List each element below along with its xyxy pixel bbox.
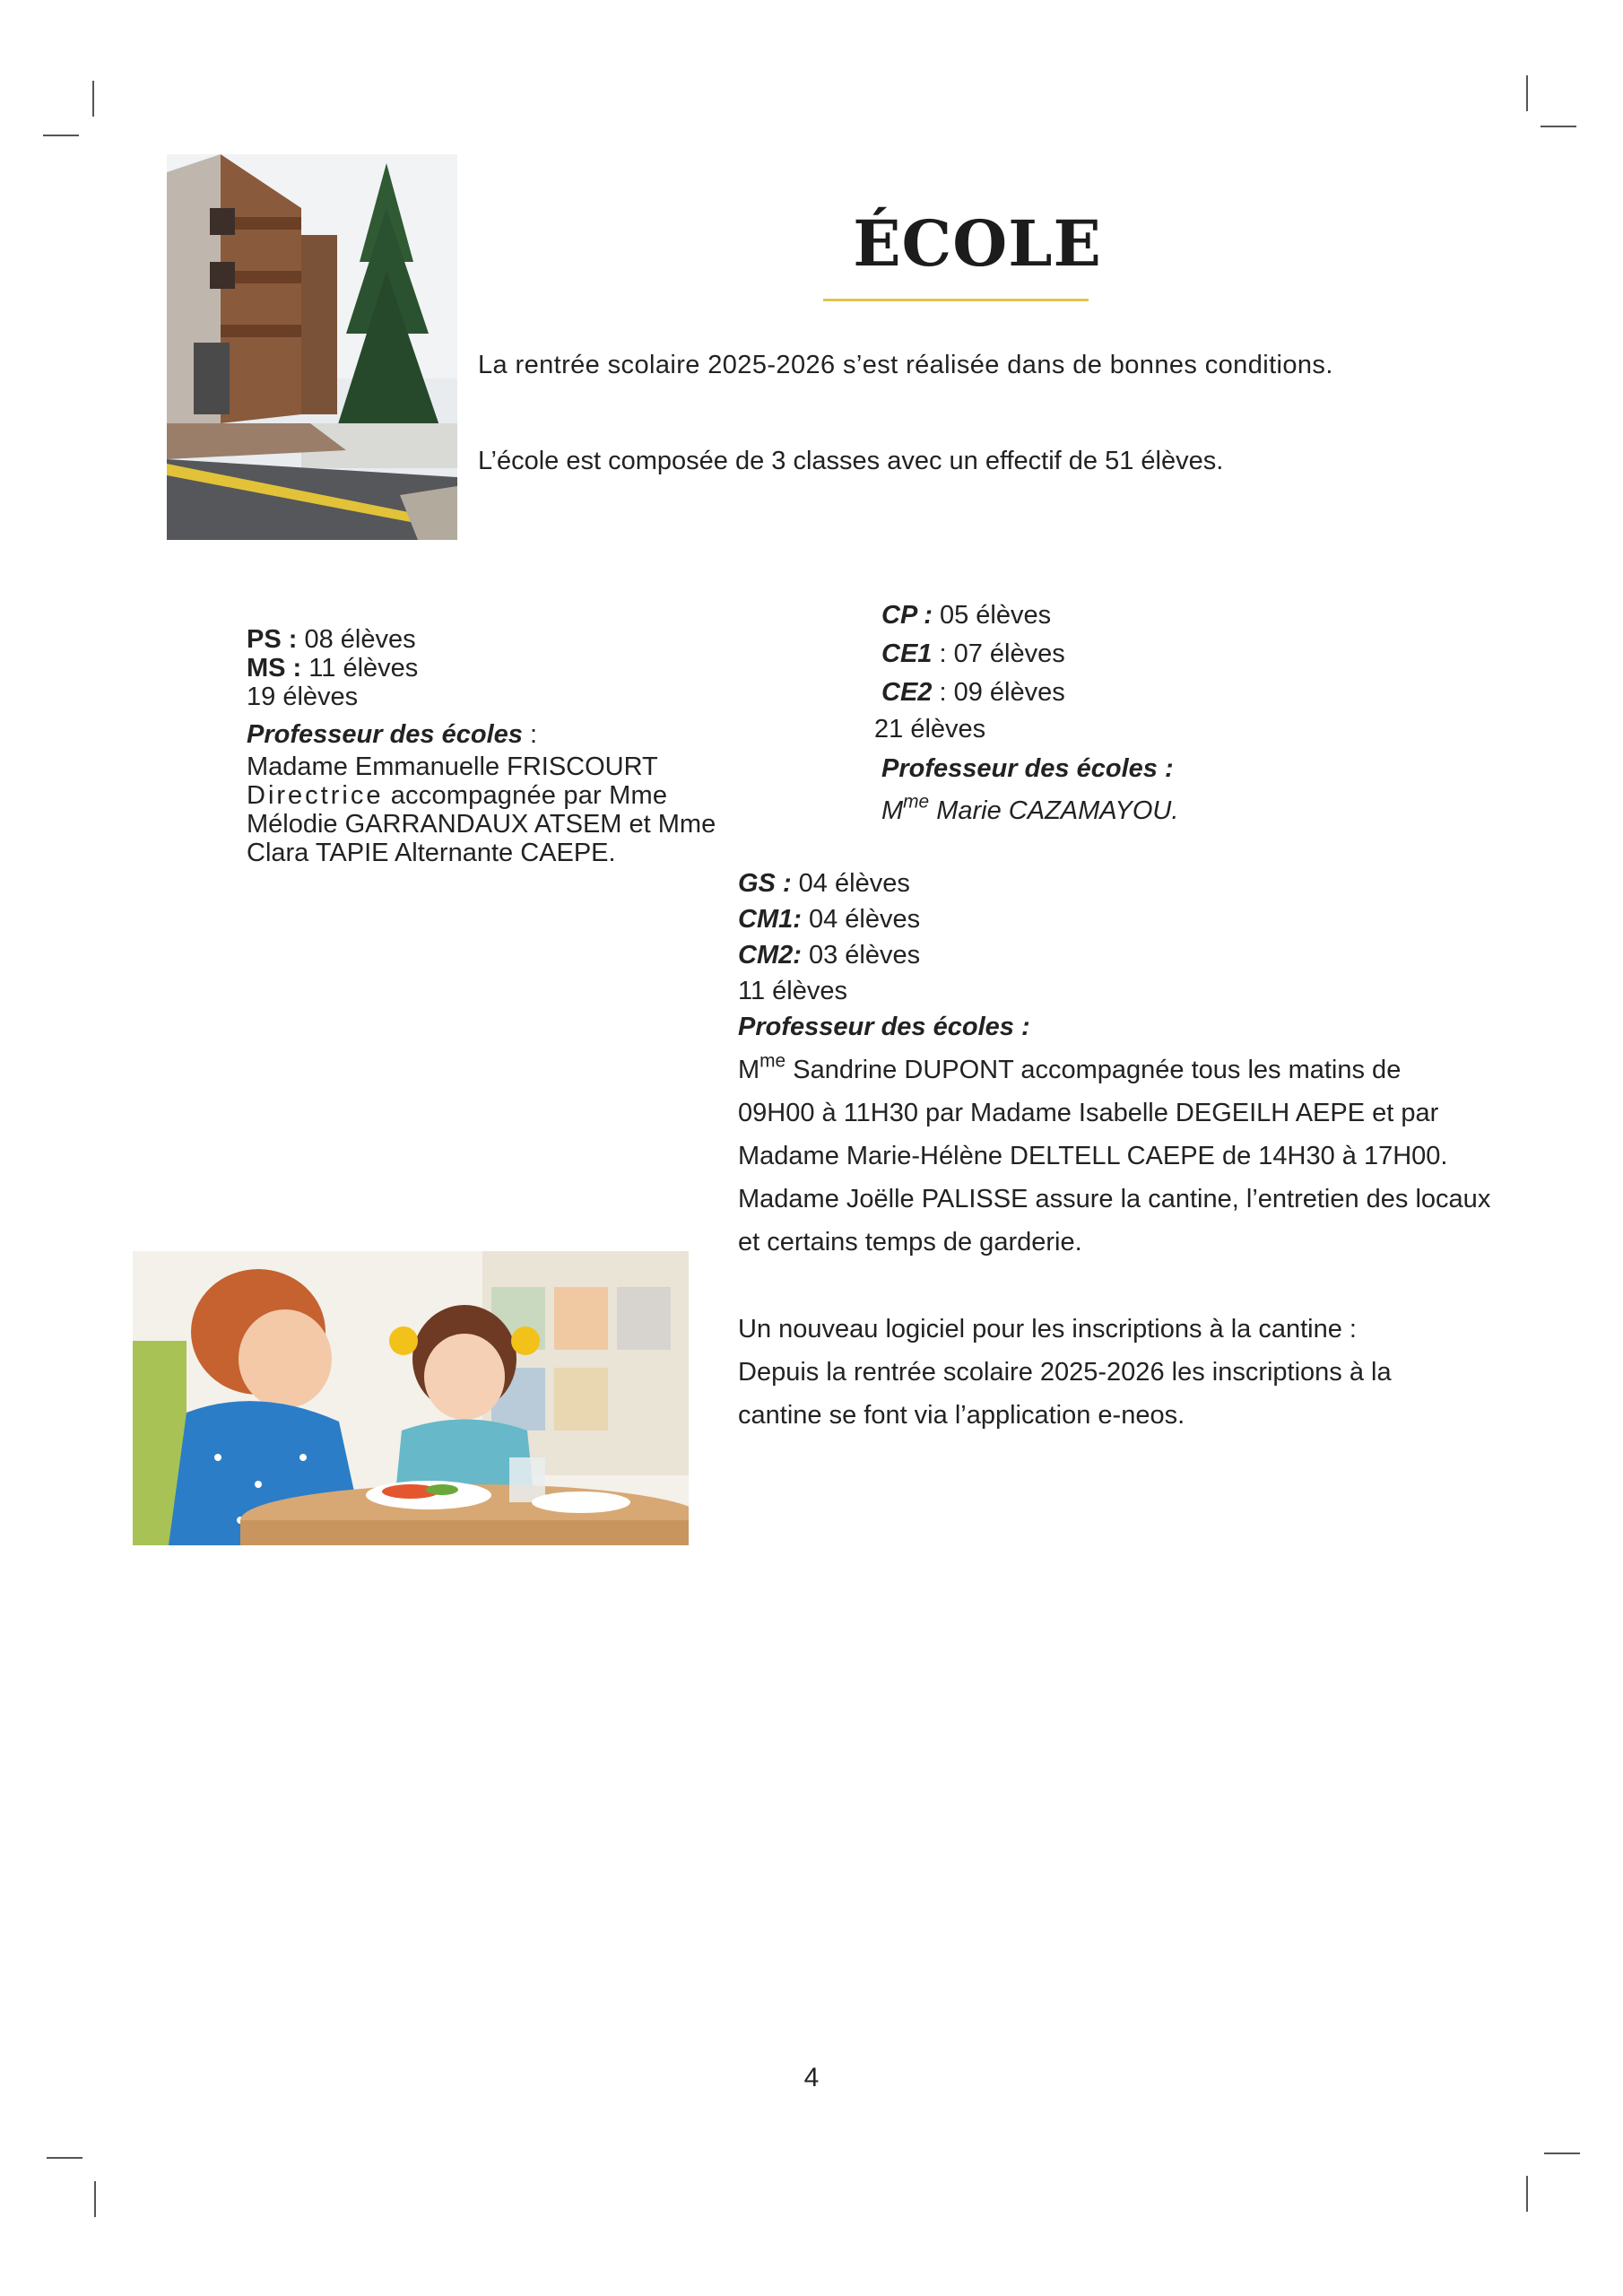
teacher-sup: me	[759, 1050, 786, 1072]
class-block-ps-ms	[247, 625, 749, 867]
ce1-row	[874, 635, 1376, 674]
cp-value: 05 élèves	[932, 601, 1052, 630]
intro-line-1: La rentrée scolaire 2025-2026 s’est réalisée dans de bonnes conditions.	[478, 351, 1333, 379]
ps-row	[247, 625, 749, 654]
intro-line-2: L’école est composée de 3 classes avec un effectif de 51 élèves.	[478, 447, 1224, 475]
crop-mark	[1544, 2152, 1580, 2154]
teacher-line: Directrice accompagnée par Mme	[247, 781, 668, 810]
ms-value: 11 élèves	[301, 654, 419, 683]
cp-label: CP :	[881, 601, 933, 630]
ce2-value: : 09 élèves	[932, 678, 1065, 707]
teacher-label: Professeur des écoles :	[881, 754, 1174, 783]
teacher-text: Sandrine DUPONT accompagnée tous les matins de	[785, 1056, 1402, 1084]
crop-mark	[92, 81, 94, 117]
crop-mark	[1526, 75, 1528, 111]
page-number: 4	[803, 2063, 820, 2092]
school-building-photo	[167, 154, 457, 540]
class-block-gs-cm	[738, 865, 1545, 1264]
teacher-line	[738, 1048, 1545, 1091]
teacher-sup: me	[903, 791, 930, 813]
cm2-label: CM2:	[738, 941, 802, 970]
crop-mark	[1526, 2176, 1528, 2212]
class-total: 11 élèves	[738, 977, 847, 1005]
teacher-label: Professeur des écoles	[247, 720, 523, 749]
ms-label: MS :	[247, 654, 302, 683]
cantine-line: Depuis la rentrée scolaire 2025-2026 les inscriptions à la	[738, 1358, 1392, 1387]
staff-line: et certains temps de garderie.	[738, 1228, 1082, 1257]
class-total: 21 élèves	[874, 715, 986, 744]
gs-row	[738, 865, 1545, 901]
teacher-heading	[247, 720, 749, 749]
teacher-prefix: M	[881, 796, 904, 825]
cantine-line: Un nouveau logiciel pour les inscriptions à la cantine :	[738, 1315, 1357, 1344]
teacher-label: Professeur des écoles :	[738, 1013, 1030, 1041]
teacher-prefix: M	[738, 1056, 760, 1084]
ce2-row	[874, 674, 1376, 712]
crop-mark	[1541, 126, 1576, 127]
teacher-line: Mélodie GARRANDAUX ATSEM et Mme	[247, 810, 716, 839]
ps-value: 08 élèves	[297, 625, 416, 654]
cm1-value: 04 élèves	[801, 905, 921, 934]
teacher-line: 09H00 à 11H30 par Madame Isabelle DEGEILH AEPE et par	[738, 1099, 1439, 1127]
title-underline	[823, 299, 1089, 301]
staff-line: Madame Joëlle PALISSE assure la cantine, l’entretien des locaux	[738, 1185, 1491, 1213]
ce1-label: CE1	[881, 639, 933, 668]
cm2-value: 03 élèves	[801, 941, 921, 970]
ce2-label: CE2	[881, 678, 933, 707]
gs-label: GS :	[738, 869, 792, 898]
cp-row	[874, 596, 1376, 635]
ms-row	[247, 654, 749, 683]
teacher-line: Clara TAPIE Alternante CAEPE.	[247, 839, 616, 867]
ce1-value: : 07 élèves	[932, 639, 1065, 668]
teacher-line: Madame Emmanuelle FRISCOURT	[247, 752, 658, 781]
children-eating-photo	[133, 1251, 689, 1545]
crop-mark	[94, 2181, 96, 2217]
teacher-surname: Marie CAZAMAYOU.	[929, 796, 1179, 825]
cm1-row	[738, 901, 1545, 937]
crop-mark	[43, 135, 79, 136]
cm1-label: CM1:	[738, 905, 802, 934]
page-title: ÉCOLE	[853, 206, 1102, 281]
crop-mark	[47, 2157, 82, 2159]
cm2-row	[738, 937, 1545, 973]
gs-value: 04 élèves	[791, 869, 910, 898]
cantine-block	[738, 1308, 1545, 1437]
class-total: 19 élèves	[247, 683, 359, 711]
teacher-name	[874, 792, 1376, 831]
class-block-cp-ce	[874, 596, 1376, 831]
ps-label: PS :	[247, 625, 298, 654]
teacher-colon: :	[522, 720, 538, 749]
cantine-line: cantine se font via l’application e-neos.	[738, 1401, 1185, 1430]
teacher-line: Madame Marie-Hélène DELTELL CAEPE de 14H30 à 17H00.	[738, 1142, 1448, 1170]
